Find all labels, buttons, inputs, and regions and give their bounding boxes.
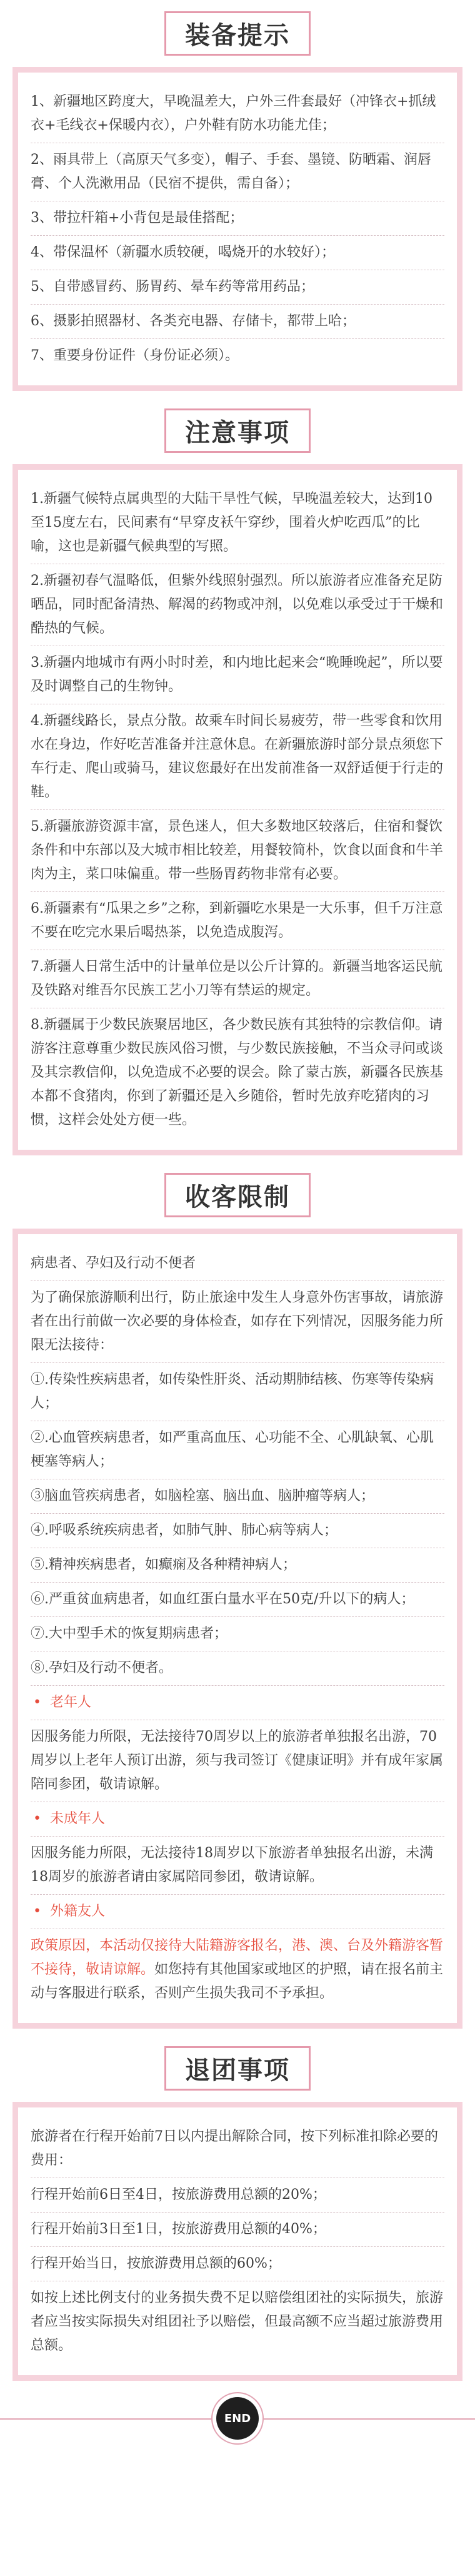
notes-item: 2.新疆初春气温略低，但紫外线照射强烈。所以旅游者应准备充足防晒品，同时配备清热、解渴的药物或冲剂，以免难以承受过于干燥和酷热的气候。 [31,564,444,646]
refund-section [0,2046,475,2381]
equipment-item: 7、重要身份证件（身份证必须）。 [31,348,239,363]
end-divider [0,2393,475,2443]
refund-line: 行程开始前3日至1日，按旅游费用总额的40%； [31,2213,444,2247]
refund-title: 退团事项 [164,2046,311,2091]
restrictions-heading: 病患者、孕妇及行动不便者 [31,1247,444,1281]
equipment-item: 2、雨具带上（高原天气多变），帽子、手套、墨镜、防晒霜、润唇膏、个人洗漱用品（民宿不提供，需自备）； [31,143,444,201]
bullet-icon: • [33,1811,50,1827]
foreign-heading [31,1895,444,1929]
condition-item: ⑧.孕妇及行动不便者。 [31,1651,444,1686]
refund-line: 如按上述比例支付的业务损失费不足以赔偿组团社的实际损失，旅游者应当按实际损失对组团社予以赔偿，但最高额不应当超过旅游费用总额。 [31,2290,444,2353]
elderly-text: 因服务能力所限，无法接待70周岁以上的旅游者单独报名出游，70周岁以上老年人预订出游，须与我司签订《健康证明》并有成年家属陪同参团，敬请谅解。 [31,1720,444,1802]
foreign-policy-text: 政策原因，本活动仅接待大陆籍游客报名，港、澳、台及外籍游客暂不接待，敬请谅解。 [31,1938,444,1977]
notes-item: 7.新疆人日常生活中的计量单位是以公斤计算的。新疆当地客运民航及铁路对维吾尔民族工艺小刀等有禁运的规定。 [31,950,444,1008]
notes-item: 4.新疆线路长，景点分散。故乘车时间长易疲劳，带一些零食和饮用水在身边，作好吃苦准备并注意休息。在新疆旅游时部分景点须您下车行走、爬山或骑马，建议您最好在出发前准备一双舒适便于行走的鞋。 [31,704,444,810]
refund-line: 行程开始当日，按旅游费用总额的60%； [31,2247,444,2281]
refund-line: 行程开始前6日至4日，按旅游费用总额的20%； [31,2178,444,2213]
condition-item: ④.呼吸系统疾病患者，如肺气肿、肺心病等病人； [31,1514,444,1548]
notes-panel [12,464,462,1155]
foreign-heading-text: 外籍友人 [49,1904,105,1919]
end-badge: END [216,2397,259,2440]
restrictions-section [0,1173,475,2029]
condition-item: ⑥.严重贫血病患者，如血红蛋白量水平在50克/升以下的病人； [31,1583,444,1617]
equipment-item: 1、新疆地区跨度大，早晚温差大，户外三件套最好（冲锋衣+抓绒衣+毛线衣+保暖内衣），户外鞋有防水功能尤佳； [31,85,444,143]
restrictions-panel [12,1229,462,2029]
foreign-text [31,1929,444,2011]
restrictions-intro: 为了确保旅游顺利出行，防止旅途中发生人身意外伤害事故，请旅游者在出行前做一次必要的身体检查，如存在下列情况，因服务能力所限无法接待： [31,1281,444,1363]
bullet-icon: • [33,1904,50,1919]
refund-panel [12,2102,462,2381]
condition-item: ⑤.精神疾病患者，如癫痫及各种精神病人； [31,1548,444,1583]
minor-heading [31,1802,444,1837]
elderly-heading-text: 老年人 [49,1695,91,1710]
notes-item: 8.新疆属于少数民族聚居地区，各少数民族有其独特的宗教信仰。请游客注意尊重少数民族风俗习惯，与少数民族接触，不当众寻问或谈及其宗教信仰，以免造成不必要的误会。除了蒙古族，新疆各民族基本都不食猪肉，你到了新疆还是入乡随俗，暂时先放弃吃猪肉的习惯，这样会处处方便一些。 [31,1017,444,1128]
equipment-item: 4、带保温杯（新疆水质较硬，喝烧开的水较好）； [31,236,444,270]
foreign-contact-text: 如您持有其他国家或地区的护照，请在报名前主动与客服进行联系，否则产生损失我司不予承担。 [31,1962,444,2001]
condition-item: ①.传染性疾病患者，如传染性肝炎、活动期肺结核、伤寒等传染病人； [31,1363,444,1421]
notes-item: 1.新疆气候特点属典型的大陆干旱性气候，早晚温差较大，达到10至15度左右，民间素有“早穿皮袄午穿纱，围着火炉吃西瓜”的比喻，这也是新疆气候典型的写照。 [31,482,444,564]
notes-section [0,408,475,1155]
equipment-section [0,11,475,391]
restrictions-title: 收客限制 [164,1173,311,1217]
bullet-icon: • [33,1695,50,1710]
minor-heading-text: 未成年人 [49,1811,105,1827]
notes-item: 5.新疆旅游资源丰富，景色迷人，但大多数地区较落后，住宿和餐饮条件和中东部以及大城市相比较差，用餐较简朴，饮食以面食和牛羊肉为主，菜口味偏重。带一些肠胃药物非常有必要。 [31,810,444,892]
notes-item: 6.新疆素有“瓜果之乡”之称，到新疆吃水果是一大乐事，但千万注意不要在吃完水果后喝热茶，以免造成腹泻。 [31,892,444,950]
refund-line: 旅游者在行程开始前7日以内提出解除合同，按下列标准扣除必要的费用： [31,2120,444,2178]
elderly-heading [31,1686,444,1720]
equipment-item: 5、自带感冒药、肠胃药、晕车药等常用药品； [31,270,444,305]
equipment-item: 6、摄影拍照器材、各类充电器、存储卡，都带上哈； [31,305,444,339]
condition-item: ⑦.大中型手术的恢复期病患者； [31,1617,444,1651]
condition-item: ②.心血管疾病患者，如严重高血压、心功能不全、心肌缺氧、心肌梗塞等病人； [31,1421,444,1479]
condition-item: ③脑血管疾病患者，如脑栓塞、脑出血、脑肿瘤等病人； [31,1479,444,1514]
equipment-item: 3、带拉杆箱+小背包是最佳搭配； [31,201,444,236]
notes-title: 注意事项 [164,408,311,453]
equipment-panel [12,67,462,391]
minor-text: 因服务能力所限，无法接待18周岁以下旅游者单独报名出游，未满18周岁的旅游者请由家属陪同参团，敬请谅解。 [31,1837,444,1895]
equipment-title: 装备提示 [164,11,311,56]
notes-item: 3.新疆内地城市有两小时时差，和内地比起来会“晚睡晚起”，所以要及时调整自己的生物钟。 [31,646,444,704]
